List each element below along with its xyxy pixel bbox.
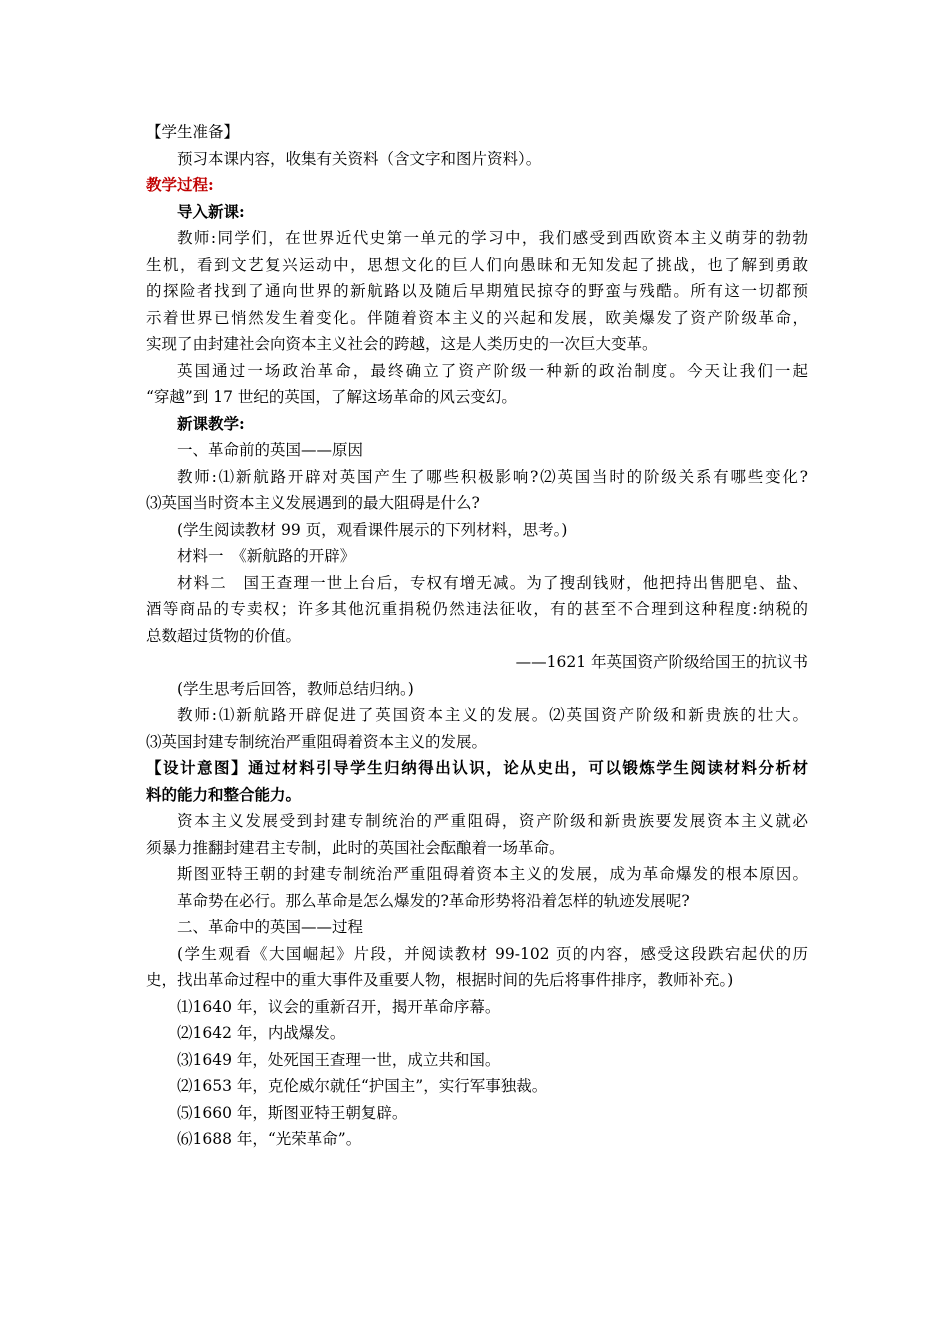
event-item: ⑵1642 年，内战爆发。 [177, 1024, 346, 1042]
reading-note: (学生阅读教材 99 页，观看课件展示的下列材料，思考。) [177, 520, 568, 539]
teacher-answer-line: 教师:⑴新航路开辟促进了英国资本主义的发展。⑵英国资产阶级和新贵族的壮大。 [177, 706, 808, 724]
intro-paragraph-line: 生机，看到文艺复兴运动中，思想文化的巨人们向愚昧和无知发起了挑战，也了解到勇敢 [146, 255, 808, 274]
design-intent-line: 【设计意图】通过材料引导学生归纳得出认识，论从史出，可以锻炼学生阅读材料分析材 [146, 758, 808, 777]
stuart-paragraph-line: 革命势在必行。那么革命是怎么爆发的?革命形势将沿着怎样的轨迹发展呢? [177, 891, 690, 910]
intro-paragraph2-line: “穿越”到 17 世纪的英国，了解这场革命的风云变幻。 [146, 388, 517, 406]
material-two-line: 材料二 国王查理一世上台后，专权有增无减。为了搜刮钱财，他把持出售肥皂、盐、 [177, 573, 808, 592]
student-prep-heading: 【学生准备】 [146, 123, 240, 141]
student-prep-text: 预习本课内容，收集有关资料（含文字和图片资料）。 [177, 149, 542, 168]
intro-heading: 导入新课: [177, 201, 245, 221]
teacher-question-line: ⑶英国当时资本主义发展遇到的最大阻碍是什么? [146, 494, 480, 512]
thinking-note: (学生思考后回答，教师总结归纳。) [177, 679, 414, 698]
material-two-line: 总数超过货物的价值。 [146, 626, 302, 645]
event-item: ⑹1688 年，“光荣革命”。 [177, 1130, 362, 1148]
intro-paragraph-line: 实现了由封建社会向资本主义社会的跨越，这是人类历史的一次巨大变革。 [146, 335, 658, 353]
intro-paragraph-line: 的探险者找到了通向世界的新航路以及随后早期殖民掠夺的野蛮与残酷。所有这一切都预 [146, 282, 808, 300]
watch-note-line: 史，找出革命过程中的重大事件及重要人物，根据时间的先后将事件排序，教师补充。) [146, 971, 734, 989]
section1-title: 一、革命前的英国——原因 [177, 441, 364, 459]
event-item: ⑶1649 年，处死国王查理一世，成立共和国。 [177, 1050, 501, 1069]
intro-paragraph-line: 教师:同学们，在世界近代史第一单元的学习中，我们感受到西欧资本主义萌芽的勃勃 [177, 229, 808, 247]
event-item: ⑸1660 年，斯图亚特王朝复辟。 [177, 1103, 408, 1122]
event-item: ⑴1640 年，议会的重新召开，揭开革命序幕。 [177, 997, 501, 1016]
material-source: ——1621 年英国资产阶级给国王的抗议书 [515, 653, 808, 671]
watch-note-line: (学生观看《大国崛起》片段，并阅读教材 99-102 页的内容，感受这段跌宕起伏的历 [177, 944, 808, 963]
new-lesson-heading: 新课教学: [177, 413, 245, 433]
process-heading: 教学过程: [146, 175, 214, 194]
intro-paragraph2-line: 英国通过一场政治革命，最终确立了资产阶级一种新的政治制度。今天让我们一起 [177, 361, 808, 380]
lesson-content [146, 119, 808, 1153]
material-two-line: 酒等商品的专卖权；许多其他沉重捐税仍然违法征收，有的甚至不合理到这种程度:纳税的 [146, 600, 808, 618]
material-one: 材料一 《新航路的开辟》 [177, 547, 356, 565]
stuart-paragraph-line: 斯图亚特王朝的封建专制统治严重阻碍着资本主义的发展，成为革命爆发的根本原因。 [177, 865, 808, 883]
event-item: ⑵1653 年，克伦威尔就任“护国主”，实行军事独裁。 [177, 1077, 548, 1095]
intro-paragraph-line: 示着世界已悄然发生着变化。伴随着资本主义的兴起和发展，欧美爆发了资产阶级革命， [146, 308, 808, 327]
teacher-question-line: 教师:⑴新航路开辟对英国产生了哪些积极影响?⑵英国当时的阶级关系有哪些变化? [177, 467, 808, 486]
design-intent-line: 料的能力和整合能力。 [146, 784, 302, 804]
capitalism-paragraph-line: 须暴力推翻封建君主专制，此时的英国社会酝酿着一场革命。 [146, 838, 565, 857]
teacher-answer-line: ⑶英国封建专制统治严重阻碍着资本主义的发展。 [146, 732, 488, 751]
capitalism-paragraph-line: 资本主义发展受到封建专制统治的严重阻碍，资产阶级和新贵族要发展资本主义就必 [177, 812, 808, 830]
section2-title: 二、革命中的英国——过程 [177, 918, 364, 936]
